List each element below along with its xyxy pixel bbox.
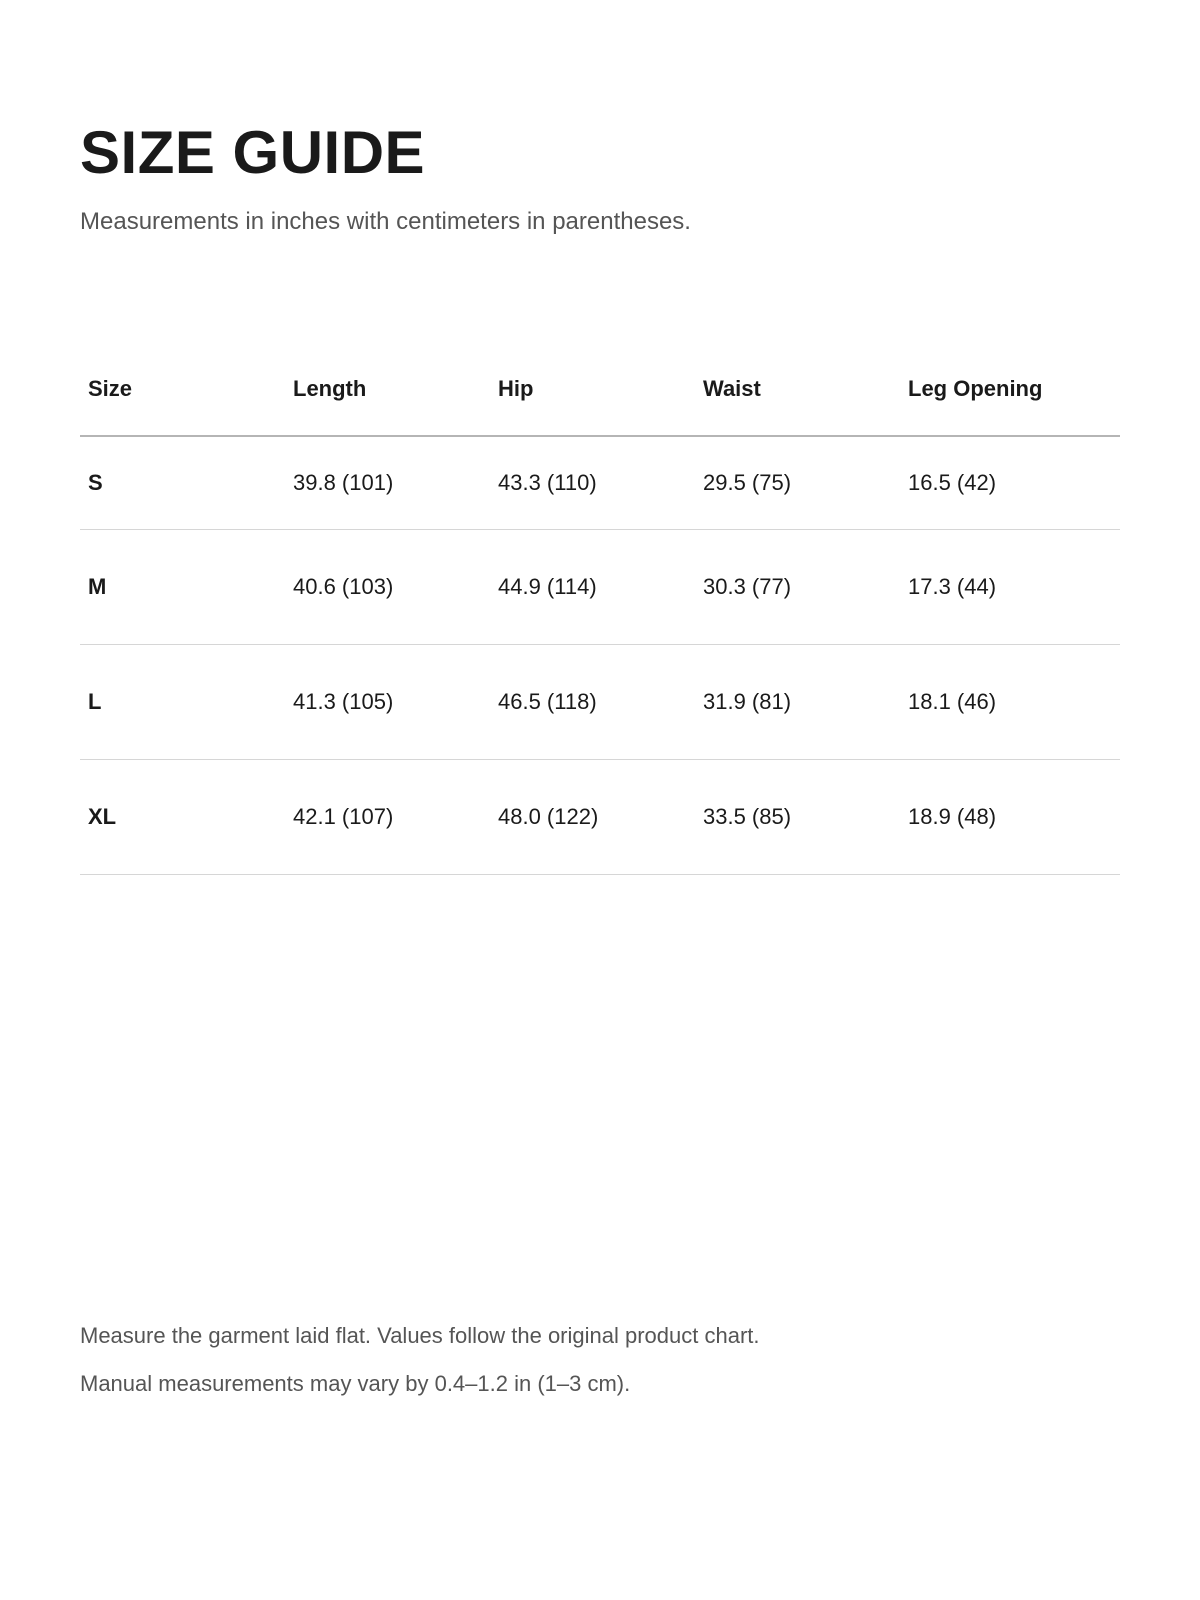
measurement-notes	[80, 1322, 1120, 1418]
length-cell: 41.3 (105)	[285, 644, 490, 759]
leg-opening-cell: 18.9 (48)	[900, 759, 1120, 874]
note-measure-flat: Measure the garment laid flat. Values follow the original product chart.	[80, 1323, 760, 1348]
column-header-length: Length	[285, 343, 490, 436]
hip-cell: 43.3 (110)	[490, 436, 695, 529]
waist-cell: 29.5 (75)	[695, 436, 900, 529]
hip-cell: 44.9 (114)	[490, 529, 695, 644]
page-subtitle: Measurements in inches with centimeters in parentheses.	[80, 208, 691, 235]
column-header-waist: Waist	[695, 343, 900, 436]
length-cell: 40.6 (103)	[285, 529, 490, 644]
leg-opening-cell: 16.5 (42)	[900, 436, 1120, 529]
waist-cell: 33.5 (85)	[695, 759, 900, 874]
length-cell: 39.8 (101)	[285, 436, 490, 529]
table-header-row	[80, 343, 1120, 436]
hip-cell: 48.0 (122)	[490, 759, 695, 874]
size-cell: M	[80, 529, 285, 644]
size-cell: XL	[80, 759, 285, 874]
leg-opening-cell: 18.1 (46)	[900, 644, 1120, 759]
table-row	[80, 644, 1120, 759]
column-header-size: Size	[80, 343, 285, 436]
waist-cell: 31.9 (81)	[695, 644, 900, 759]
table-row	[80, 436, 1120, 529]
waist-cell: 30.3 (77)	[695, 529, 900, 644]
column-header-leg-opening: Leg Opening	[900, 343, 1120, 436]
size-cell: S	[80, 436, 285, 529]
note-variance: Manual measurements may vary by 0.4–1.2 in (1–3 cm).	[80, 1371, 631, 1396]
size-cell: L	[80, 644, 285, 759]
hip-cell: 46.5 (118)	[490, 644, 695, 759]
column-header-hip: Hip	[490, 343, 695, 436]
page-title: SIZE GUIDE	[80, 119, 426, 186]
size-guide-page	[80, 0, 1120, 1600]
length-cell: 42.1 (107)	[285, 759, 490, 874]
table-row	[80, 759, 1120, 874]
table-row	[80, 529, 1120, 644]
leg-opening-cell: 17.3 (44)	[900, 529, 1120, 644]
size-table	[80, 343, 1120, 875]
